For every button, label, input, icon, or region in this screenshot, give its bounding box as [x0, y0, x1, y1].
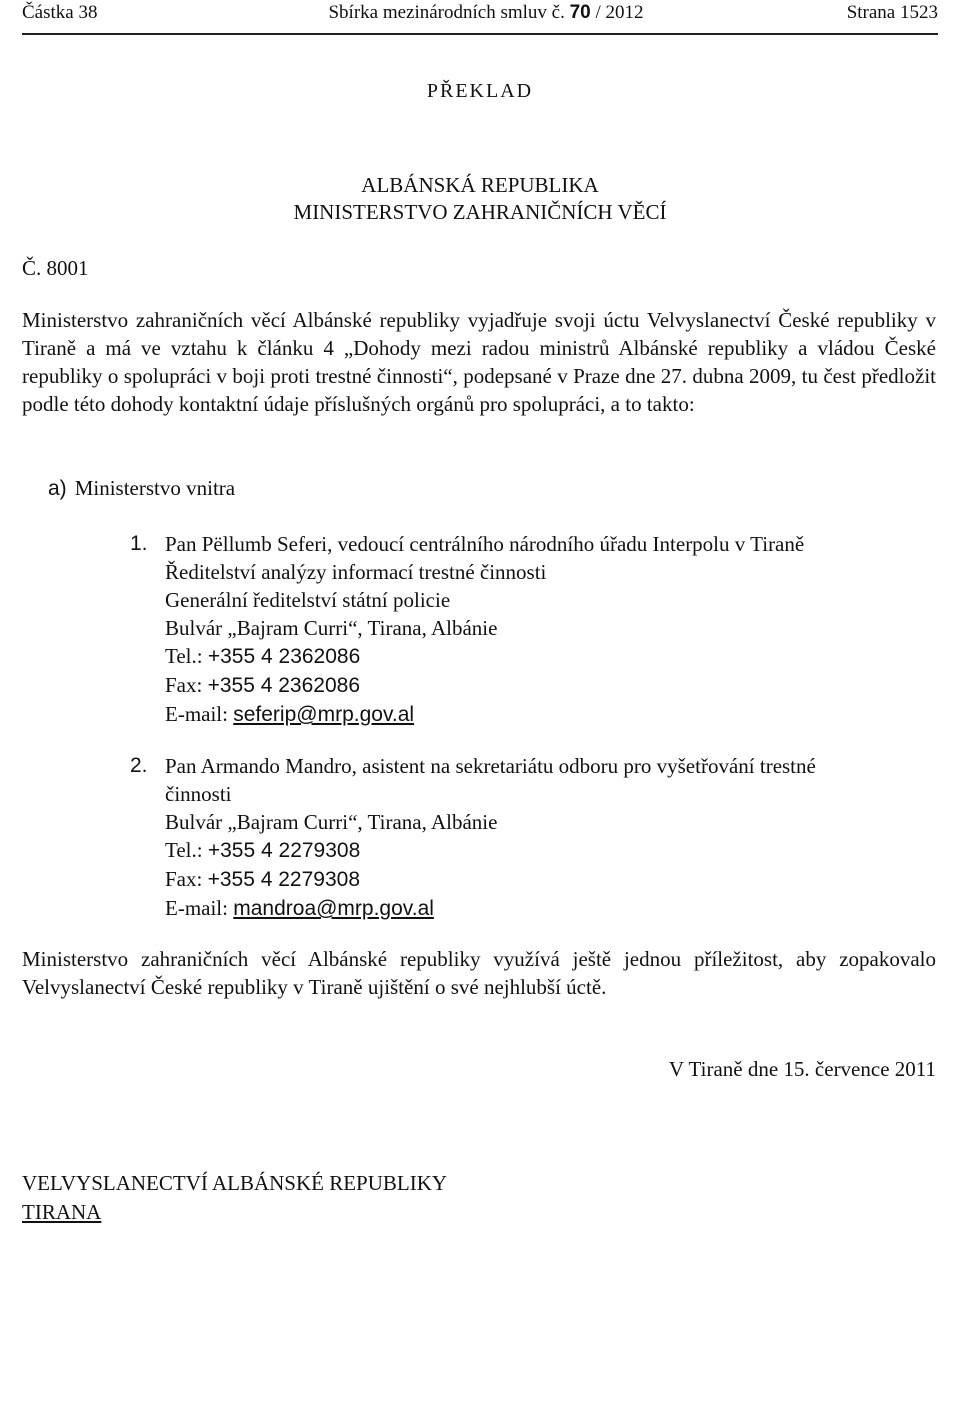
embassy-name: VELVYSLANECTVÍ ALBÁNSKÉ REPUBLIKY	[22, 1171, 448, 1195]
email-link[interactable]: seferip@mrp.gov.al	[233, 703, 415, 726]
contact-item-2	[130, 752, 935, 923]
section-a	[48, 476, 235, 501]
fax-value: +355 4 2362086	[207, 674, 360, 697]
contact-email	[165, 894, 935, 923]
contact-line: Bulvár „Bajram Curri“, Tirana, Albánie	[165, 616, 498, 640]
fax-value: +355 4 2279308	[207, 868, 360, 891]
contact-fax	[165, 671, 935, 700]
page-header	[22, 2, 938, 30]
header-collection	[22, 2, 938, 24]
embassy-city: TIRANA	[22, 1200, 102, 1224]
fax-label: Fax:	[165, 673, 203, 697]
contact-item-1	[130, 530, 935, 729]
contact-fax	[165, 865, 935, 894]
contact-line: činnosti	[165, 782, 232, 806]
email-link[interactable]: mandroa@mrp.gov.al	[233, 897, 434, 920]
contact-line: Generální ředitelství státní policie	[165, 588, 451, 612]
closing-paragraph: Ministerstvo zahraničních věcí Albánské republiky využívá ještě jednou příležitost, aby zopakovalo Velvyslanectví České republiky v Tiraně ujištění o své nejhlubší úctě.	[22, 947, 936, 999]
section-a-title: Ministerstvo vnitra	[74, 476, 236, 500]
header-collection-prefix: Sbírka mezinárodních smluv č.	[328, 2, 565, 23]
ministry-heading	[0, 172, 960, 226]
reference-number: Č. 8001	[22, 256, 89, 280]
contact-email	[165, 700, 935, 729]
header-collection-number: 70	[569, 2, 591, 23]
header-collection-year: / 2012	[595, 2, 644, 23]
ministry-heading-line2: MINISTERSTVO ZAHRANIČNÍCH VĚCÍ	[293, 200, 667, 224]
intro-paragraph: Ministerstvo zahraničních věcí Albánské republiky vyjadřuje svoji úctu Velvyslanectví České republiky v Tiraně a má ve vztahu k článku 4 „Dohody mezi radou ministrů Albánské republiky a vládou České republiky o spolupráci v boji proti trestné činnosti“, podepsané v Praze dne 27. dubna 2009, tu čest předložit podle této dohody kontaktní údaje příslušných orgánů pro spolupráci, a to takto:	[22, 308, 936, 416]
tel-value: +355 4 2362086	[207, 645, 361, 668]
email-label: E-mail:	[165, 702, 228, 726]
header-divider	[22, 33, 938, 35]
date-line: V Tiraně dne 15. července 2011	[668, 1057, 936, 1081]
email-label: E-mail:	[165, 896, 228, 920]
tel-value: +355 4 2279308	[207, 839, 361, 862]
fax-label: Fax:	[165, 867, 203, 891]
contact-tel	[165, 642, 935, 671]
contact-line: Pan Pëllumb Seferi, vedoucí centrálního národního úřadu Interpolu v Tiraně	[165, 532, 805, 556]
contact-number: 2.	[130, 754, 148, 777]
embassy-block	[22, 1169, 447, 1227]
section-a-letter: a)	[48, 477, 67, 500]
translation-label: PŘEKLAD	[426, 80, 534, 102]
ministry-heading-line1: ALBÁNSKÁ REPUBLIKA	[361, 173, 599, 197]
header-page-number: Strana 1523	[846, 2, 938, 23]
contact-number: 1.	[130, 532, 148, 555]
tel-label: Tel.:	[165, 644, 203, 668]
contact-line: Ředitelství analýzy informací trestné činnosti	[165, 560, 547, 584]
contact-line: Pan Armando Mandro, asistent na sekretariátu odboru pro vyšetřování trestné	[165, 754, 816, 778]
tel-label: Tel.:	[165, 838, 203, 862]
contact-line: Bulvár „Bajram Curri“, Tirana, Albánie	[165, 810, 498, 834]
contact-tel	[165, 836, 935, 865]
header-part: Částka 38	[22, 2, 98, 23]
